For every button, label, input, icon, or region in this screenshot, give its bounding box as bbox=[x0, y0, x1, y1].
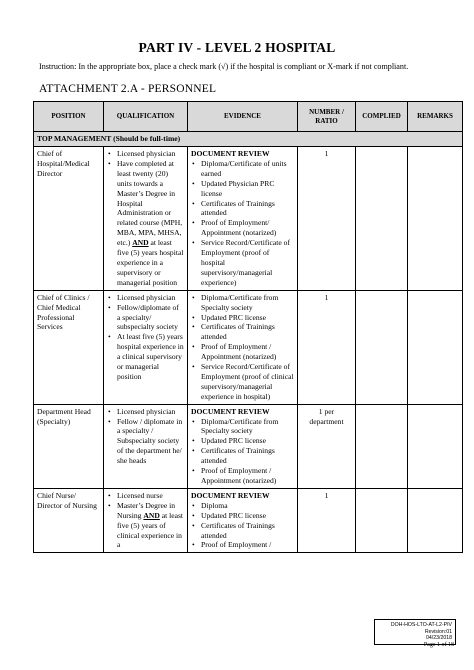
qualification-item: • Have completed at least twenty (20) units towards a Master’s Degree in Hospital Administration or related course (MPH, MBA, MPA, MHSA, etc.) AND at least five (5) years hospital experience in a supervisory or managerial position bbox=[117, 159, 184, 288]
evidence-item: • Updated Physician PRC license bbox=[201, 179, 294, 199]
qualification-item: • Licensed physician bbox=[117, 293, 184, 303]
qualification-item: • Fellow / diplomate in a specialty / Subspecialty society of the department he/ she heads bbox=[117, 417, 184, 467]
evidence-item: • Service Record/Certificate of Employment (proof of clinical supervisory/managerial experience in hospital) bbox=[201, 362, 294, 402]
evidence-item: • Certificates of Trainings attended bbox=[201, 322, 294, 342]
evidence-heading: DOCUMENT REVIEW bbox=[191, 490, 270, 500]
position-cell: Chief Nurse/ Director of Nursing bbox=[34, 488, 104, 552]
section-row bbox=[34, 132, 463, 147]
section-top-management: TOP MANAGEMENT (Should be full-time) bbox=[34, 132, 463, 147]
header-position: POSITION bbox=[34, 102, 104, 132]
evidence-item: • Service Record/Certificate of Employment (proof of hospital supervisory/managerial experience) bbox=[201, 238, 294, 288]
document-code: DOH-HOS-LTO-AT-L2-PIV bbox=[390, 622, 452, 628]
table-row bbox=[34, 404, 463, 488]
header-evidence: EVIDENCE bbox=[188, 102, 298, 132]
evidence-item: • Proof of Employment/ Appointment (notarized) bbox=[201, 218, 294, 238]
evidence-cell bbox=[188, 404, 298, 488]
qualification-item: • Master’s Degree in Nursing AND at least five (5) years of clinical experience in a bbox=[117, 501, 184, 551]
header-complied: COMPLIED bbox=[356, 102, 408, 132]
ratio-cell: 1 bbox=[298, 488, 356, 552]
qualification-item: • Licensed nurse bbox=[117, 491, 184, 501]
qualification-cell bbox=[104, 404, 188, 488]
table-row bbox=[34, 290, 463, 404]
page-title: PART IV - LEVEL 2 HOSPITAL bbox=[138, 40, 336, 55]
qualification-cell bbox=[104, 290, 188, 404]
position-cell: Chief of Clinics / Chief Medical Professional Services bbox=[34, 290, 104, 404]
qualification-item: • At least five (5) years hospital experience in a clinical supervisory or managerial position bbox=[117, 332, 184, 382]
ratio-cell: 1 bbox=[298, 290, 356, 404]
qualification-item: • Fellow/diplomate of a specialty/ subspecialty society bbox=[117, 303, 184, 333]
evidence-item: • Proof of Employment / Appointment (notarized) bbox=[201, 466, 294, 486]
evidence-item: • Certificates of Trainings attended bbox=[201, 446, 294, 466]
position-cell: Department Head (Specialty) bbox=[34, 404, 104, 488]
personnel-table bbox=[33, 101, 463, 553]
evidence-cell bbox=[188, 290, 298, 404]
evidence-item: • Diploma/Certificate from Specialty society bbox=[201, 417, 294, 437]
qualification-cell bbox=[104, 488, 188, 552]
revision-number: Revision:01 bbox=[424, 628, 452, 635]
evidence-cell bbox=[188, 488, 298, 552]
attachment-heading: ATTACHMENT 2.A - PERSONNEL bbox=[39, 83, 217, 95]
table-header-row bbox=[34, 102, 463, 132]
remarks-cell[interactable] bbox=[408, 147, 463, 291]
evidence-item: • Diploma bbox=[201, 501, 294, 511]
instruction-text: Instruction: In the appropriate box, place a check mark (√) if the hospital is compliant or X-mark if not compliant. bbox=[39, 62, 409, 71]
complied-cell[interactable] bbox=[356, 404, 408, 488]
evidence-item: • Diploma/Certificate of units earned bbox=[201, 159, 294, 179]
complied-cell[interactable] bbox=[356, 290, 408, 404]
remarks-cell[interactable] bbox=[408, 404, 463, 488]
evidence-heading: DOCUMENT REVIEW bbox=[191, 149, 270, 158]
evidence-item: • Certificates of Trainings attended bbox=[201, 199, 294, 219]
header-remarks: REMARKS bbox=[408, 102, 463, 132]
complied-cell[interactable] bbox=[356, 147, 408, 291]
evidence-item: • Proof of Employment / Appointment (notarized) bbox=[201, 342, 294, 362]
page-number: Page 1 of 18 bbox=[423, 642, 454, 648]
qualification-item: • Licensed physician bbox=[117, 149, 184, 159]
evidence-heading: DOCUMENT REVIEW bbox=[191, 406, 270, 416]
evidence-item: • Updated PRC license bbox=[201, 313, 294, 323]
remarks-cell[interactable] bbox=[408, 290, 463, 404]
evidence-item: • Certificates of Trainings attended bbox=[201, 521, 294, 541]
table-row bbox=[34, 488, 463, 552]
header-number-ratio: NUMBER / RATIO bbox=[298, 102, 356, 132]
evidence-cell bbox=[188, 147, 298, 291]
evidence-item: • Proof of Employment / bbox=[201, 540, 294, 550]
table-row bbox=[34, 147, 463, 291]
evidence-item: • Diploma/Certificate from Specialty society bbox=[201, 293, 294, 313]
ratio-cell: 1 per department bbox=[298, 404, 356, 488]
remarks-cell[interactable] bbox=[408, 488, 463, 552]
complied-cell[interactable] bbox=[356, 488, 408, 552]
revision-date: 04/23/2018 bbox=[426, 635, 452, 642]
qualification-cell bbox=[104, 147, 188, 291]
position-cell: Chief of Hospital/Medical Director bbox=[34, 147, 104, 291]
evidence-item: • Updated PRC license bbox=[201, 511, 294, 521]
header-qualification: QUALIFICATION bbox=[104, 102, 188, 132]
ratio-cell: 1 bbox=[298, 147, 356, 291]
evidence-item: • Updated PRC license bbox=[201, 436, 294, 446]
qualification-item: • Licensed physician bbox=[117, 407, 184, 417]
